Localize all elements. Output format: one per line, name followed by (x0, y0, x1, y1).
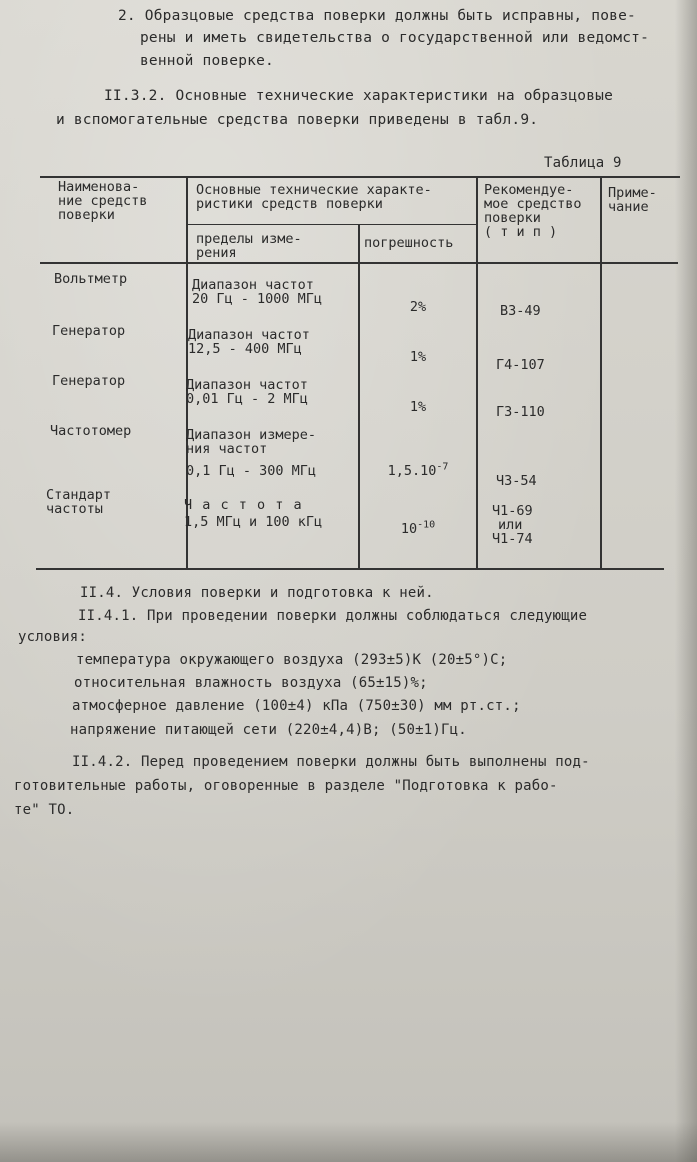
text-line: и вспомогательные средства поверки приведены в табл.9. (56, 112, 539, 128)
row-type: Ч1-69 или Ч1-74 (492, 503, 533, 547)
table-caption: Таблица 9 (544, 155, 622, 171)
text-line: 2. Образцовые средства поверки должны быть исправны, пове- (118, 8, 636, 24)
col-rule-2 (358, 224, 360, 568)
text-line: венной поверке. (140, 53, 274, 69)
row-error: 2% (409, 299, 427, 315)
condition-line: напряжение питающей сети (220±4,4)В; (50±1)Гц. (70, 722, 467, 738)
row-type: Ч3-54 (496, 473, 537, 489)
header-note: Приме- чание (608, 185, 657, 215)
header-name: Наименова- ние средств поверки (58, 179, 148, 223)
row-range: Диапазон частот 0,01 Гц - 2 МГц (186, 377, 308, 407)
row-range: Ч а с т о т а 1,5 МГц и 100 кГц (184, 497, 323, 530)
row-range: Диапазон измере- ния частот 0,1 Гц - 300 МГц (186, 427, 317, 479)
row-range: Диапазон частот 20 Гц - 1000 МГц (192, 277, 323, 307)
row-type: Г3-110 (496, 404, 545, 420)
row-name: Генератор (52, 373, 126, 389)
header-characteristics: Основные технические характе- ристики средств поверки (196, 182, 432, 212)
row-name: Вольтметр (54, 271, 128, 287)
section-title: II.4. Условия поверки и подготовка к ней. (80, 585, 434, 601)
subheader-rule (186, 224, 476, 225)
page-bottom-shadow (0, 1122, 697, 1162)
text-line: II.4.1. При проведении поверки должны соблюдаться следующие (78, 608, 588, 624)
text-line: готовительные работы, оговоренные в разделе "Подготовка к рабо- (14, 778, 558, 794)
row-name: Частотомер (50, 423, 132, 439)
row-range: Диапазон частот 12,5 - 400 МГц (188, 327, 310, 357)
text-line: рены и иметь свидетельства о государственной или ведомст- (140, 30, 649, 46)
condition-line: температура окружающего воздуха (293±5)К (20±5°)С; (76, 652, 508, 668)
page-edge-shadow (675, 0, 697, 1162)
col-rule-3 (476, 176, 478, 568)
condition-line: атмосферное давление (100±4) кПа (750±30) мм рт.ст.; (72, 698, 521, 714)
text-line: условия: (18, 629, 88, 645)
text-line: II.4.2. Перед проведением поверки должны быть выполнены под- (72, 754, 590, 770)
row-error: $1,5.10^{-7}$ (387, 461, 449, 479)
header-error: погрешность (364, 235, 454, 251)
row-error: $10^{-10}$ (400, 519, 436, 537)
condition-line: относительная влажность воздуха (65±15)%; (74, 675, 428, 691)
row-type: В3-49 (500, 303, 541, 319)
text-line: те" ТО. (14, 802, 75, 818)
header-range: пределы изме- рения (196, 231, 302, 261)
table-bottom-rule (36, 568, 664, 570)
row-type: Г4-107 (496, 357, 545, 373)
row-error: 1% (409, 349, 427, 365)
table-top-rule (40, 176, 680, 178)
text-line: II.3.2. Основные технические характеристики на образцовые (104, 88, 613, 104)
row-error: 1% (409, 399, 427, 415)
row-name: Стандарт частоты (46, 487, 112, 517)
header-recommended: Рекомендуе- мое средство поверки ( т и п ) (484, 182, 582, 240)
col-rule-4 (600, 176, 602, 568)
row-name: Генератор (52, 323, 126, 339)
